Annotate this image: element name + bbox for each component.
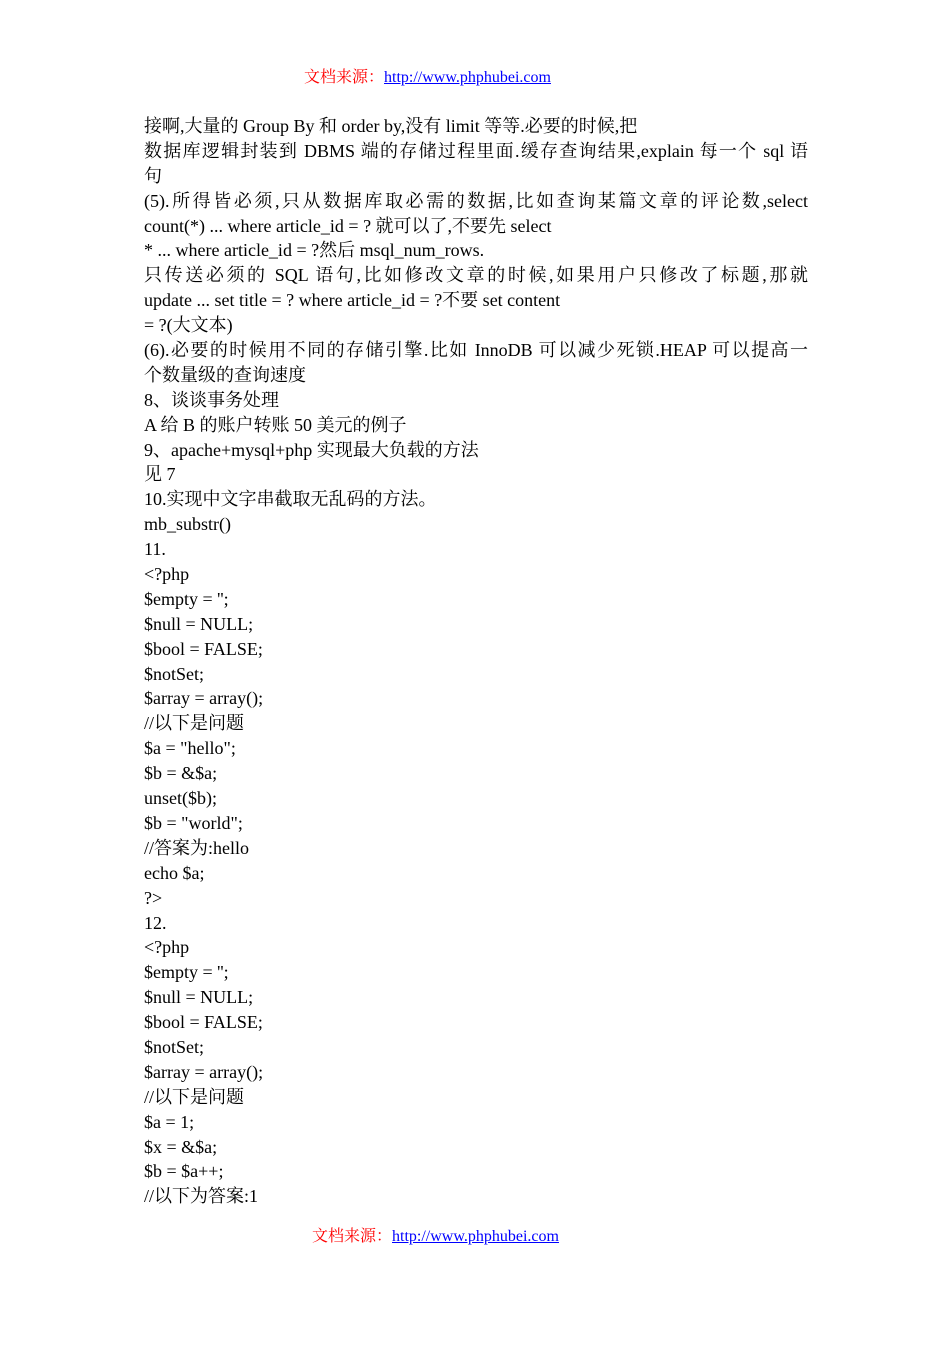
code-line: $bool = FALSE;	[144, 638, 263, 659]
body-line: count(*) ... where article_id = ? 就可以了,不要先 select	[144, 215, 552, 236]
body-line: 10.实现中文字串截取无乱码的方法。	[144, 489, 437, 510]
code-line: $a = "hello";	[144, 738, 236, 759]
body-line: 数据库逻辑封装到 DBMS 端的存储过程里面.缓存查询结果,explain 每一个 sql 语	[144, 140, 808, 161]
code-line: echo $a;	[144, 862, 205, 883]
footer-source-label: 文档来源：	[312, 1228, 393, 1245]
header-source-line	[304, 68, 551, 88]
code-line: $bool = FALSE;	[144, 1012, 263, 1033]
code-line: $x = &$a;	[144, 1136, 218, 1157]
code-line: $b = &$a;	[144, 763, 218, 784]
body-line: (6).必要的时候用不同的存储引擎.比如 InnoDB 可以减少死锁.HEAP 可以提高一	[144, 340, 808, 361]
body-line: A 给 B 的账户转账 50 美元的例子	[144, 414, 407, 435]
footer-source-link[interactable]: http://www.phphubei.com	[392, 1228, 559, 1245]
body-line: (5).所得皆必须,只从数据库取必需的数据,比如查询某篇文章的评论数,select	[144, 190, 808, 211]
code-line: $null = NULL;	[144, 987, 254, 1008]
body-line: mb_substr()	[144, 514, 231, 535]
header-source-link[interactable]: http://www.phphubei.com	[384, 69, 551, 86]
code-line: $empty = '';	[144, 588, 229, 609]
code-line: <?php	[144, 564, 190, 585]
body-line: 只传送必须的 SQL 语句,比如修改文章的时候,如果用户只修改了标题,那就	[144, 265, 808, 286]
code-line: $notSet;	[144, 1036, 205, 1057]
code-line: //答案为:hello	[144, 837, 249, 858]
code-line: $array = array();	[144, 688, 264, 709]
body-line: * ... where article_id = ?然后 msql_num_rows.	[144, 240, 485, 261]
code-line: $null = NULL;	[144, 613, 254, 634]
body-line: update ... set title = ? where article_id = ?不要 set content	[144, 290, 561, 311]
code-line: unset($b);	[144, 788, 217, 809]
body-line: 12.	[144, 912, 167, 933]
code-line: $a = 1;	[144, 1111, 195, 1132]
body-line: 8、谈谈事务处理	[144, 389, 279, 410]
document-body	[144, 114, 808, 1209]
body-line: 接啊,大量的 Group By 和 order by,没有 limit 等等.必要的时候,把	[144, 116, 638, 136]
code-line: $notSet;	[144, 663, 205, 684]
body-line: 个数量级的查询速度	[144, 364, 306, 385]
code-line: ?>	[144, 887, 163, 908]
body-line: 11.	[144, 539, 166, 560]
code-line: $array = array();	[144, 1061, 264, 1082]
code-line: <?php	[144, 937, 190, 958]
code-line: $b = "world";	[144, 812, 243, 833]
code-line: //以下为答案:1	[144, 1186, 259, 1207]
footer-source-line	[312, 1227, 559, 1247]
body-line: 见 7	[144, 464, 176, 485]
code-line: //以下是问题	[144, 1086, 245, 1107]
body-line: 9、apache+mysql+php 实现最大负载的方法	[144, 439, 479, 460]
code-line: //以下是问题	[144, 713, 245, 734]
body-line: = ?(大文本)	[144, 315, 233, 336]
header-source-label: 文档来源：	[304, 69, 385, 86]
code-line: $b = $a++;	[144, 1161, 224, 1182]
code-line: $empty = '';	[144, 962, 229, 983]
body-line: 句	[144, 165, 162, 186]
